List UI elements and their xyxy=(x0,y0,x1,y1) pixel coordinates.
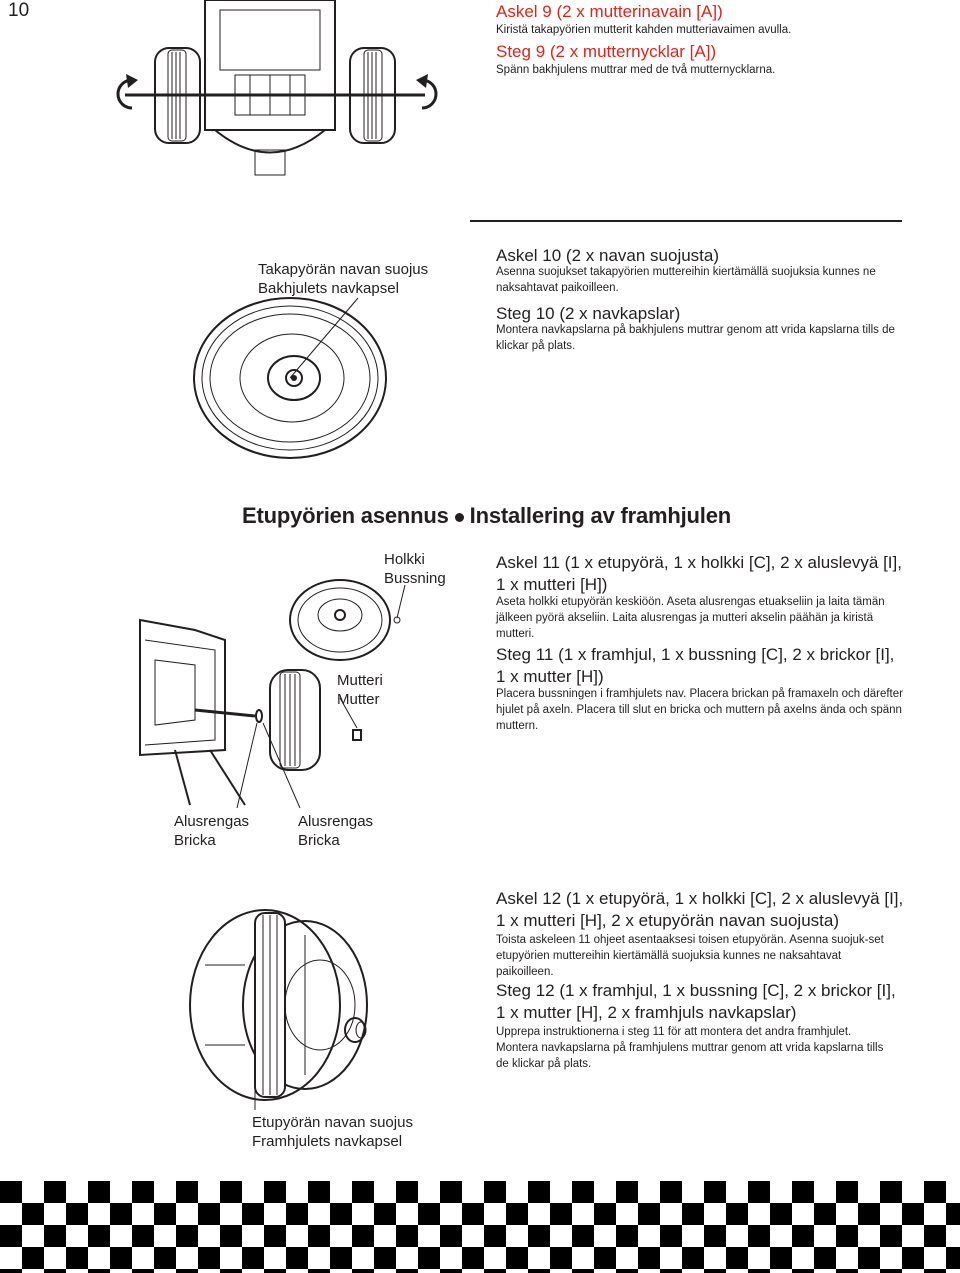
rotate-arrow-right-icon xyxy=(416,74,436,108)
rear-axle-illustration xyxy=(110,0,440,190)
front-hubcap-label-sv: Framhjulets navkapsel xyxy=(252,1133,403,1150)
bushing-label-sv: Bussning xyxy=(384,570,446,587)
rear-wheel-hubcap-illustration xyxy=(180,290,380,470)
front-wheel-install-illustration xyxy=(135,580,425,810)
rotate-arrow-left-icon xyxy=(118,74,138,108)
nut-label-fi: Mutteri xyxy=(337,672,383,689)
steg9-title: Steg 9 (2 x mutternycklar [A]) xyxy=(496,42,717,61)
page-number: 10 xyxy=(8,0,30,21)
nut xyxy=(353,730,361,740)
rear-hubcap-label-sv: Bakhjulets navkapsel xyxy=(258,280,399,297)
washer2-label-sv: Bricka xyxy=(298,832,340,849)
steg12-title: Steg 12 (1 x framhjul, 1 x bussning [C], 2 x brickor [I], 1 x mutter [H], 2 x framhjuls navkapslar) xyxy=(496,981,896,1022)
bullet-separator xyxy=(455,513,464,522)
hubcap-pointer-line xyxy=(290,298,358,378)
bushing-label-fi: Holkki xyxy=(384,551,425,568)
askel9-title: Askel 9 (2 x mutterinavain [A]) xyxy=(496,2,723,21)
front-hubcap xyxy=(345,1018,366,1042)
washer2-label-fi: Alusrengas xyxy=(298,813,374,830)
section-title xyxy=(242,503,731,529)
section-title-fi: Etupyörien asennus xyxy=(242,503,449,528)
askel12-title: Askel 12 (1 x etupyörä, 1 x holkki [C], 2 x aluslevyä [I], 1 x mutteri [H], 2 x etupyörän navan suojusta) xyxy=(496,889,904,930)
nut-label-sv: Mutter xyxy=(337,691,380,708)
washer1-label-fi: Alusrengas xyxy=(174,813,250,830)
washer-left xyxy=(256,710,262,722)
askel10-title: Askel 10 (2 x navan suojusta) xyxy=(496,246,720,265)
askel11-body: Aseta holkki etupyörän keskiöön. Aseta alusrengas etuakseliin ja laita tämän jälkeen pyörä akseliin. Laita alusrengas ja mutteri akselin päähän ja kiristä mutteri. xyxy=(496,596,885,640)
nut-pointer-line xyxy=(340,698,357,728)
askel9-body: Kiristä takapyörien mutterit kahden mutteriavaimen avulla. xyxy=(496,24,792,36)
steg11-body: Placera bussningen i framhjulets nav. Placera brickan på framaxeln och därefter hjulet på axeln. Placera till slut en bricka och muttern på axelns ända och spänn muttern. xyxy=(496,688,903,732)
front-hubcap-label-fi: Etupyörän navan suojus xyxy=(252,1114,413,1131)
front-frame xyxy=(140,620,225,755)
section-divider xyxy=(470,220,902,222)
steg9-body: Spänn bakhjulens muttrar med de två mutternycklarna. xyxy=(496,64,776,76)
steg10-body: Montera navkapslarna på bakhjulens muttrar genom att vrida kapslarna tills de klickar på plats. xyxy=(496,324,895,352)
rear-hubcap-label-fi: Takapyörän navan suojus xyxy=(258,261,429,278)
steg11-title: Steg 11 (1 x framhjul, 1 x bussning [C], 2 x brickor [I], 1 x mutter [H]) xyxy=(496,645,895,686)
askel12-body: Toista askeleen 11 ohjeet asentaaksesi toisen etupyörän. Asenna suojuk-set etupyörien muttereihin kiertämällä suojuksia kunnes ne naksahtavat paikoilleen. xyxy=(496,934,884,978)
askel10-body: Asenna suojukset takapyörien muttereihin kiertämällä suojuksia kunnes ne naksahtavat paikoilleen. xyxy=(496,266,876,294)
washer2-pointer-line xyxy=(263,723,300,808)
washer1-label-sv: Bricka xyxy=(174,832,216,849)
askel11-title: Askel 11 (1 x etupyörä, 1 x holkki [C], 2 x aluslevyä [I], 1 x mutteri [H]) xyxy=(496,553,902,594)
steg10-title: Steg 10 (2 x navkapslar) xyxy=(496,304,681,323)
front-wheel-hubcap-illustration xyxy=(185,905,375,1115)
section-title-sv: Installering av framhjulen xyxy=(469,503,731,528)
checkered-flag-footer xyxy=(0,1181,960,1273)
bushing-pointer-line xyxy=(397,585,405,618)
washer1-pointer-line xyxy=(237,723,257,808)
bushing xyxy=(335,610,345,620)
steg12-body: Upprepa instruktionerna i steg 11 för att montera det andra framhjulet. Montera navkapslarna på framhjulens muttrar genom att vrida kapslarna tills de klickar på plats. xyxy=(496,1026,884,1070)
